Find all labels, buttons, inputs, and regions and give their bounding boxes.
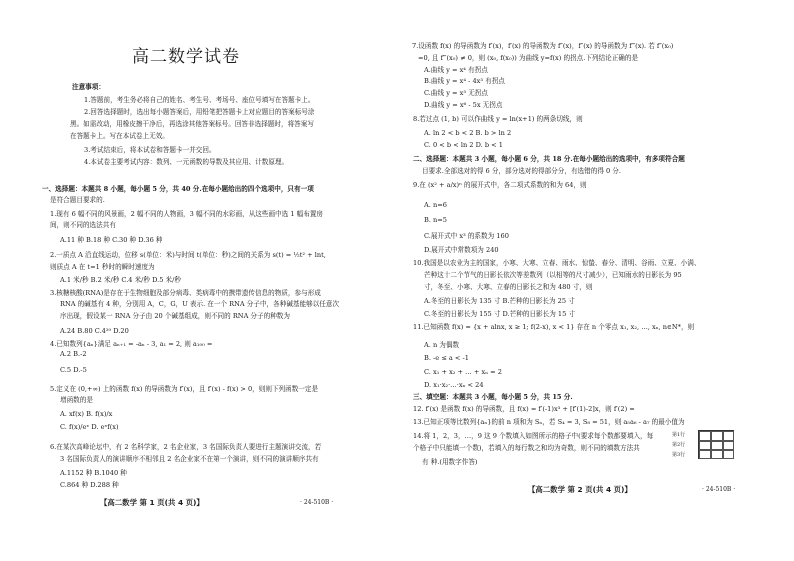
text-line: A.1152 种 B.1040 种: [60, 469, 127, 477]
grid-row-label: 第3行: [672, 452, 686, 458]
text-line: A. ln 2 < b < 2 B. b > ln 2: [424, 129, 512, 137]
text-line: C.864 种 D.288 种: [60, 481, 119, 489]
text-line: A.24 B.80 C.4²⁰ D.20: [60, 327, 129, 335]
text-line: 12. f′(x) 是函数 f(x) 的导函数，且 f(x) = f′(-1)x³ + [f′(1)-2]x，则 f′(2) =: [413, 405, 635, 413]
text-line: 3.考试结束后，将本试卷和答题卡一并交回。: [84, 146, 216, 154]
fill-grid: [698, 430, 734, 459]
text-line: C.5 D.-5: [60, 366, 87, 374]
text-line: 3 名国际负责人的演讲顺序不相邻且 2 名企业家不在第一个演讲，则不同的演讲顺序共有: [60, 455, 319, 463]
text-line: 2.一质点 A 沿直线运动，位移 s(单位：米)与时间 t(单位：秒)之间的关系为 s(t) = ½t² + lnt,: [50, 251, 326, 259]
text-line: 4.本试卷主要考试内容：数列、一元函数的导数及其应用、计数原理。: [84, 158, 289, 166]
text-line: 是符合题目要求的.: [50, 196, 105, 204]
text-line: 黑。如需改动，用橡皮擦干净后，再选涂其他答案标号。回答非选择题时，将答案写: [70, 120, 314, 128]
text-line: 6.在某次高峰论坛中，有 2 名科学家，2 名企业家，3 名国际负责人要进行主题演讲交流，若: [50, 443, 322, 451]
text-line: A.1 米/秒 B.2 米/秒 C.4 米/秒 D.5 米/秒: [60, 276, 181, 284]
text-line: 间，则不同的选法共有: [50, 221, 116, 229]
text-line: 注意事项：: [72, 83, 105, 91]
text-line: 一、选择题：本题共 8 小题，每小题 5 分，共 40 分.在每小题给出的四个选项中，只有一项: [42, 185, 314, 193]
footer-right-code: · 24-510B ·: [702, 486, 736, 493]
text-line: C. f(x)/eˣ D. eˣf(x): [60, 423, 119, 431]
text-line: 11.已知函数 f(x) = {x + alnx, x ≥ 1; f(2-x), x < 1} 存在 n 个零点 x₁, x₂, …, xₙ, n∈N*，则: [413, 323, 695, 331]
text-line: C.冬至的日影长为 155 寸 D.芒种的日影长为 15 寸: [424, 310, 576, 318]
text-line: A. xf(x) B. f(x)/x: [60, 410, 113, 418]
text-line: A.11 种 B.18 种 C.30 种 D.36 种: [60, 236, 163, 244]
text-line: 9.在 (x² + a/x)ⁿ 的展开式中，各二项式系数的和为 64，则: [413, 181, 587, 189]
text-line: A.曲线 y = x⁴ 有拐点: [424, 66, 488, 74]
text-line: 芒种这十二个节气的日影长依次等差数列（以相等的尺寸减少），已知雨水的日影长为 95: [424, 271, 682, 279]
text-line: B. -e ≤ a < -1: [424, 354, 469, 362]
text-line: 个格子中只能填一个数)，若填入的每行数之和均为奇数，则不同的填数方法共: [413, 444, 640, 452]
text-line: D. x₁·x₂·…·xₙ < 24: [424, 381, 484, 389]
text-line: A. n 为偶数: [424, 341, 460, 349]
text-line: 7.设函数 f(x) 的导函数为 f′(x)，f′(x) 的导函数为 f″(x)，f″(x) 的导函数为 f‴(x). 若 f″(x₀): [412, 42, 674, 50]
text-line: A. n=6: [424, 201, 447, 209]
text-line: C. 0 < b < ln 2 D. b < 1: [424, 141, 503, 149]
grid-row-label: 第2行: [672, 442, 686, 448]
footer-left-code: · 24-510B ·: [300, 499, 334, 506]
text-line: C. x₁ + x₂ + … + xₙ = 2: [424, 368, 502, 376]
text-line: C.曲线 y = x³ 无拐点: [424, 89, 488, 97]
text-line: 10.我国是以农业为主的国家，小寒、大寒、立春、雨水、惊蛰、春分、清明、谷雨、立夏、小满、: [413, 259, 701, 267]
text-line: 8.若过点 (1, b) 可以作曲线 y = ln(x+1) 的两条切线，则: [413, 115, 583, 123]
text-line: 三、填空题：本题共 3 小题，每小题 5 分，共 15 分.: [413, 393, 573, 401]
text-line: 则质点 A 在 t=1 秒时的瞬时速度为: [50, 263, 155, 271]
text-line: RNA 的碱基有 4 种，分别用 A，C，G，U 表示. 在一个 RNA 分子中，各种碱基能够以任意次: [60, 300, 340, 308]
text-line: A.冬至的日影长为 135 寸 B.芒种的日影长为 25 寸: [424, 297, 575, 305]
text-line: 3.核糖核酸(RNA)是存在于生物细胞及部分病毒、类病毒中的携带遗传信息的物质，参与形成: [50, 289, 321, 297]
footer-left: 【高二数学 第 1 页(共 4 页)】: [100, 498, 204, 507]
text-line: =0, 且 f‴(x₀) ≠ 0，则 (x₀, f(x₀)) 为曲线 y=f(x) 的拐点.下列结论正确的是: [418, 54, 639, 62]
text-line: 4.已知数列{aₙ}满足 aₙ₊₁ = -aₙ - 3, a₁ = 2, 则 a₁₀₀ =: [50, 340, 213, 348]
footer-right: 【高二数学 第 2 页(共 4 页)】: [528, 485, 632, 494]
text-line: 有 种.(用数字作答): [422, 458, 478, 466]
text-line: D.展开式中常数项为 240: [424, 246, 499, 254]
text-line: 1.答题前，考生务必将自己的姓名、考生号、考场号、座位号填写在答题卡上。: [84, 96, 315, 104]
text-line: 目要求.全部选对的得 6 分，部分选对的得部分分，有选错的得 0 分.: [422, 167, 621, 175]
text-line: B.曲线 y = x⁴ - 4x³ 有拐点: [424, 77, 505, 85]
grid-row-label: 第1行: [672, 432, 686, 438]
text-line: 寸，冬至、小寒、大寒、立春的日影长之和为 480 寸，则: [424, 283, 593, 291]
text-line: 13.已知正项等比数列{aₙ}的前 n 项和为 Sₙ，若 S₄ = 3, S₈ = 51，则 a₅a₆ - a₇ 的最小值为: [413, 418, 685, 426]
text-line: 2.回答选择题时，选出每小题答案后，用铅笔把答题卡上对应题目的答案标号涂: [84, 108, 315, 116]
exam-title: 高二数学试卷: [132, 47, 240, 67]
text-line: D.曲线 y = x⁶ - 5x 无拐点: [424, 101, 503, 109]
text-line: B. n=5: [424, 216, 448, 224]
text-line: 1.现有 6 幅不同的风景画，2 幅不同的人物画，3 幅不同的水彩画，从这些画中选 1 幅布置房: [50, 210, 324, 218]
text-line: 在答题卡上。写在本试卷上无效。: [70, 132, 169, 140]
text-line: C.展开式中 x³ 的系数为 160: [424, 232, 509, 240]
text-line: 5.定义在 (0,+∞) 上的函数 f(x) 的导函数为 f′(x)，且 f′(x) - f(x) > 0，则则下列函数一定是: [50, 385, 319, 393]
text-line: A.2 B.-2: [60, 350, 87, 358]
text-line: 增函数的是: [60, 396, 93, 404]
text-line: 14.将 1，2，3，…，9 这 9 个数填入如图所示的格子中(要求每个数都要填入，每: [413, 432, 654, 440]
text-line: 二、选择题：本题共 3 小题，每小题 6 分，共 18 分.在每小题给出的选项中，有多项符合题: [413, 155, 685, 163]
text-line: 序出现，假设某一 RNA 分子由 20 个碱基组成，则不同的 RNA 分子的种数为: [60, 312, 290, 320]
